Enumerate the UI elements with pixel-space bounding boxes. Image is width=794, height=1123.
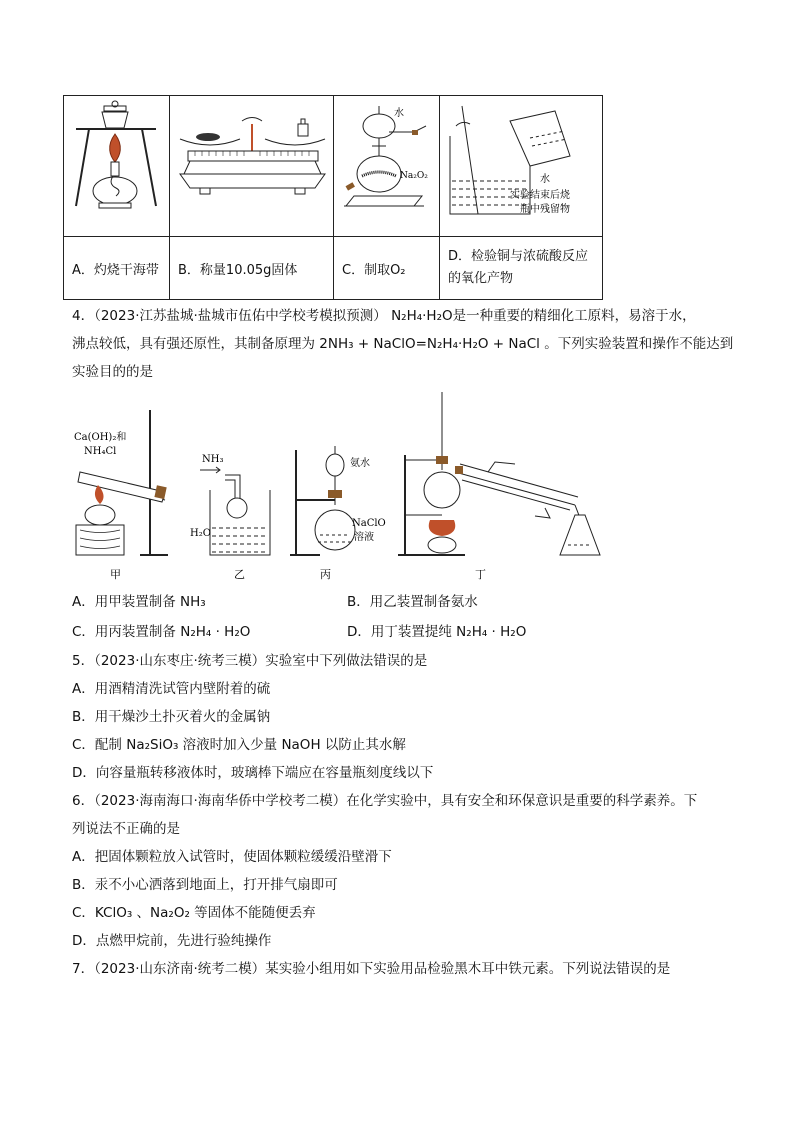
c-na2o2-label: Na₂O₂ (400, 171, 428, 181)
apparatus-ding (398, 392, 600, 581)
q6-stem-line-1: 6．（2023·海南海口·海南华侨中学校考二模）在化学实验中，具有安全和环保意识是重要的科学素养。下 (72, 793, 698, 809)
q6-option-b: B．汞不小心洒落到地面上，打开排气扇即可 (72, 877, 338, 893)
q3-apparatus-table (63, 95, 603, 300)
q6-stem-line-2: 列说法不正确的是 (72, 821, 180, 837)
q4-option-b: B．用乙装置制备氨水 (347, 594, 478, 610)
d-water-label: 水 (540, 174, 550, 185)
q7-stem: 7．（2023·山东济南·统考二模）某实验小组用如下实验用品检验黑木耳中铁元素。下列说法错误的是 (72, 961, 671, 977)
q3-option-b: B．称量10.05g固体 (170, 237, 334, 300)
apparatus-bing (290, 446, 386, 581)
q5-option-b: B．用干燥沙土扑灭着火的金属钠 (72, 709, 271, 725)
caption-bing: 丙 (320, 568, 331, 581)
q4-apparatus-figure (70, 390, 630, 582)
d-residue-label-1: 实验结束后烧 (510, 190, 570, 201)
q3-cell-a-figure (64, 96, 170, 237)
jia-reagent-label-1: Ca(OH)₂和 (74, 432, 127, 443)
yi-nh3-label: NH₃ (202, 454, 224, 465)
oxygen-generator-figure (334, 96, 439, 236)
caption-ding: 丁 (475, 568, 486, 581)
bing-ammonia-label: 氨水 (350, 458, 370, 469)
bing-naclo-label-1: NaClO (352, 518, 386, 529)
q6-option-c: C．KClO₃ 、Na₂O₂ 等固体不能随便丢弃 (72, 905, 316, 921)
q4-stem-line-1: 4．（2023·江苏盐城·盐城市伍佑中学校考模拟预测） N₂H₄·H₂O是一种重要的精细化工原料，易溶于水， (72, 308, 696, 324)
balance-figure (170, 96, 333, 236)
q5-option-c: C．配制 Na₂SiO₃ 溶液时加入少量 NaOH 以防止其水解 (72, 737, 406, 753)
dilution-figure (440, 96, 602, 236)
q4-option-a: A．用甲装置制备 NH₃ (72, 594, 206, 610)
d-residue-label-2: 瓶中残留物 (520, 204, 570, 215)
caption-yi: 乙 (234, 568, 245, 581)
q4-stem-line-2: 沸点较低，具有强还原性，其制备原理为 2NH₃ + NaClO=N₂H₄·H₂O + NaCl 。下列实验装置和操作不能达到 (72, 336, 734, 352)
q6-option-d: D．点燃甲烷前，先进行验纯操作 (72, 933, 272, 949)
apparatus-jia (74, 410, 168, 581)
c-water-label: 水 (394, 108, 404, 119)
jia-reagent-label-2: NH₄Cl (84, 446, 117, 457)
q4-option-d: D．用丁装置提纯 N₂H₄ · H₂O (347, 624, 527, 640)
q4-option-c: C．用丙装置制备 N₂H₄ · H₂O (72, 624, 251, 640)
q3-cell-d-figure (440, 96, 603, 237)
q3-cell-c-figure (334, 96, 440, 237)
q3-cell-b-figure (170, 96, 334, 237)
yi-h2o-label: H₂O (190, 528, 211, 539)
q3-option-c: C．制取O₂ (334, 237, 440, 300)
bing-naclo-label-2: 溶液 (354, 532, 374, 543)
q5-option-a: A．用酒精清洗试管内壁附着的硫 (72, 681, 271, 697)
crucible-tripod-figure (64, 96, 169, 236)
q3-option-d: D．检验铜与浓硫酸反应的氧化产物 (440, 237, 603, 300)
q6-option-a: A．把固体颗粒放入试管时，使固体颗粒缓缓沿壁滑下 (72, 849, 392, 865)
caption-jia: 甲 (110, 568, 121, 581)
q4-stem-line-3: 实验目的的是 (72, 364, 153, 380)
apparatus-yi (190, 454, 270, 581)
q5-option-d: D．向容量瓶转移液体时，玻璃棒下端应在容量瓶刻度线以下 (72, 765, 434, 781)
q3-option-a: A．灼烧干海带 (64, 237, 170, 300)
q5-stem: 5．（2023·山东枣庄·统考三模）实验室中下列做法错误的是 (72, 653, 428, 669)
